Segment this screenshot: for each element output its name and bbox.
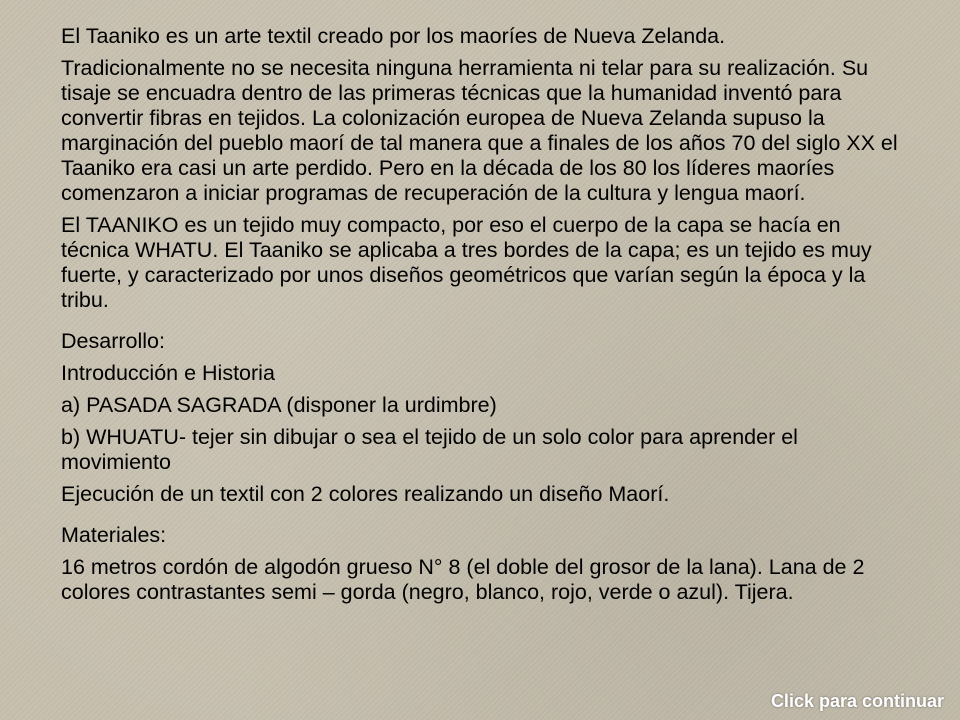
development-item-pasada: a) PASADA SAGRADA (disponer la urdimbre) — [61, 393, 497, 417]
development-item-intro: Introducción e Historia — [61, 361, 275, 385]
development-heading: Desarrollo: — [61, 329, 165, 353]
slide-content — [61, 24, 911, 612]
development-item-execution: Ejecución de un textil con 2 colores realizando un diseño Maorí. — [61, 482, 670, 506]
intro-paragraph: El Taaniko es un arte textil creado por los maoríes de Nueva Zelanda. — [61, 24, 726, 48]
materials-heading: Materiales: — [61, 523, 167, 547]
development-item-whuatu: b) WHUATU- tejer sin dibujar o sea el tejido de un solo color para aprender el movimiento — [61, 425, 798, 474]
history-paragraph: Tradicionalmente no se necesita ninguna herramienta ni telar para su realización. Su tisaje se encuadra dentro de las primeras técnicas que la humanidad inventó para convertir fibras en tejidos. La colonización europea de Nueva Zelanda supuso la marginación del pueblo maorí de tal manera que a finales de los años 70 del siglo XX el Taaniko era casi un arte perdido. Pero en la década de los 80 los líderes maoríes comenzaron a iniciar programas de recuperación de la cultura y lengua maorí. — [61, 56, 898, 205]
technique-paragraph: El TAANIKO es un tejido muy compacto, por eso el cuerpo de la capa se hacía en técnica WHATU. El Taaniko se aplicaba a tres bordes de la capa; es un tejido es muy fuerte, y caracterizado por unos diseños geométricos que varían según la época y la tribu. — [61, 213, 872, 312]
materials-text: 16 metros cordón de algodón grueso N° 8 (el doble del grosor de la lana). Lana de 2 colores contrastantes semi – gorda (negro, blanco, rojo, verde o azul). Tijera. — [61, 555, 865, 604]
continue-button[interactable]: Click para continuar — [770, 691, 944, 711]
